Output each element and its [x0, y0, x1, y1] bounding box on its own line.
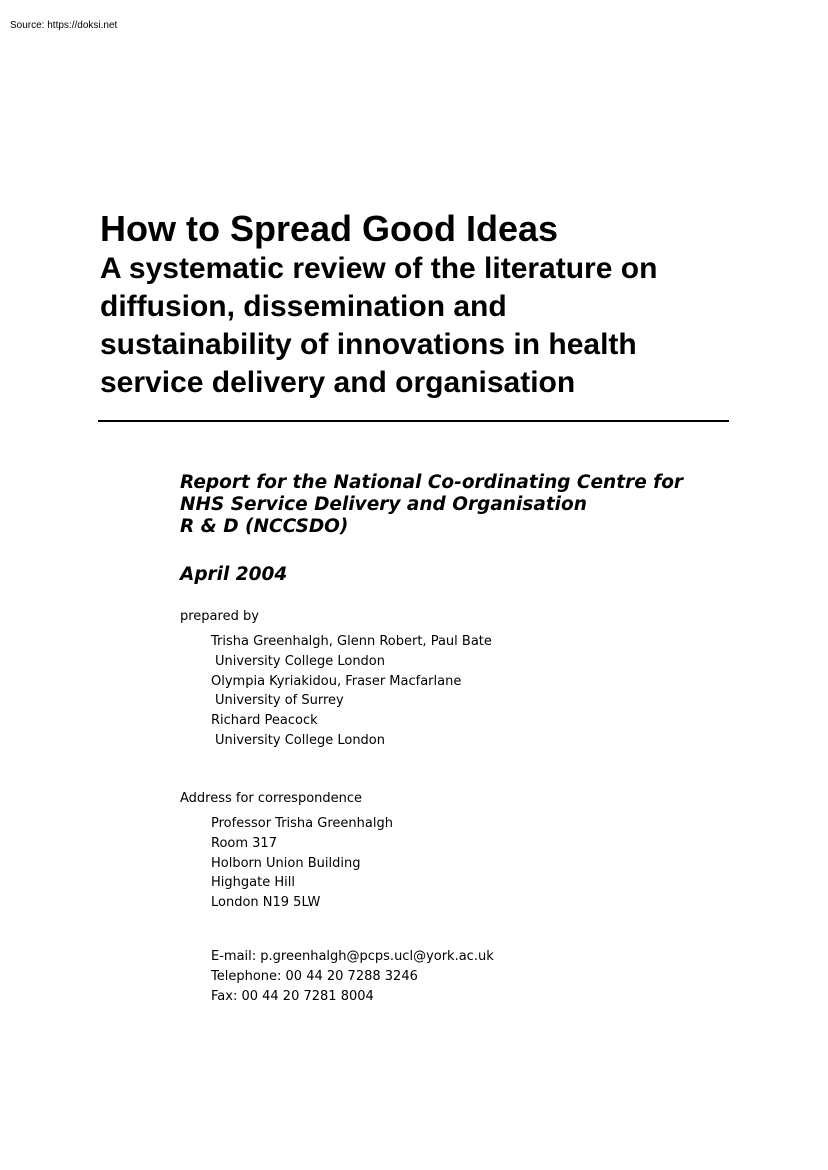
- address-line: Holborn Union Building: [211, 855, 361, 871]
- correspondence-address: [211, 814, 393, 913]
- contact-details: [211, 947, 494, 1006]
- author-affiliation: University of Surrey: [215, 693, 344, 709]
- subtitle-line: sustainability of innovations in health: [100, 328, 637, 361]
- author-list: [211, 632, 492, 751]
- report-date: April 2004: [180, 564, 288, 585]
- subtitle-line: diffusion, dissemination and: [100, 290, 507, 323]
- source-note: Source: https://doksi.net: [10, 20, 118, 31]
- address-line: Room 317: [211, 835, 277, 851]
- title-divider: [98, 420, 729, 422]
- report-line: R & D (NCCSDO): [180, 516, 349, 537]
- correspondence-label: Address for correspondence: [180, 791, 363, 806]
- author-names: Trisha Greenhalgh, Glenn Robert, Paul Bate: [211, 634, 492, 649]
- report-line: NHS Service Delivery and Organisation: [180, 494, 587, 515]
- telephone-line: Telephone: 00 44 20 7288 3246: [211, 968, 418, 984]
- report-line: Report for the National Co-ordinating Centre for: [180, 472, 684, 493]
- subtitle-line: service delivery and organisation: [100, 366, 576, 399]
- address-line: Highgate Hill: [211, 875, 295, 891]
- page-title: How to Spread Good Ideas: [100, 208, 559, 249]
- address-line: Professor Trisha Greenhalgh: [211, 816, 393, 831]
- email-line[interactable]: E-mail: p.greenhalgh@pcps.ucl@york.ac.uk: [211, 949, 494, 964]
- subtitle-line: A systematic review of the literature on: [100, 252, 658, 285]
- report-description: [180, 472, 780, 538]
- author-affiliation: University College London: [215, 732, 385, 748]
- author-names: Olympia Kyriakidou, Fraser Macfarlane: [211, 673, 462, 689]
- prepared-by-label: prepared by: [180, 609, 259, 624]
- title-block: [100, 208, 750, 402]
- author-names: Richard Peacock: [211, 713, 318, 729]
- fax-line: Fax: 00 44 20 7281 8004: [211, 988, 374, 1004]
- author-affiliation: University College London: [215, 653, 385, 669]
- address-line: London N19 5LW: [211, 895, 321, 911]
